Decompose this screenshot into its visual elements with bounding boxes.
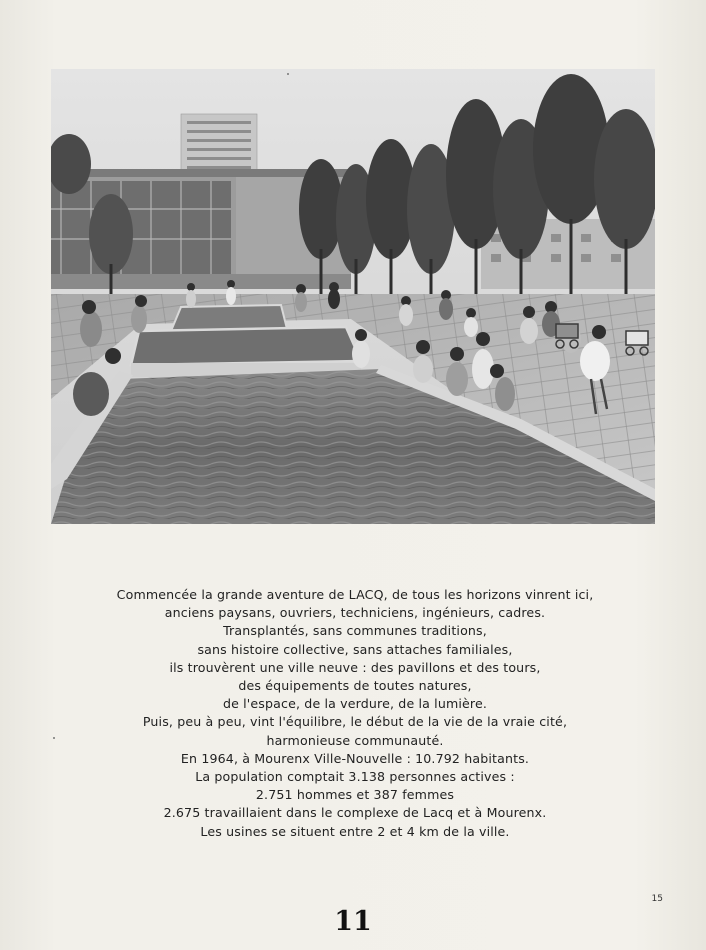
- paper-speck: [53, 737, 55, 739]
- caption-line: Transplantés, sans communes traditions,: [223, 623, 487, 639]
- caption-line: 2.675 travaillaient dans le complexe de Lacq et à Mourenx.: [163, 805, 547, 821]
- upper-pool: [171, 305, 287, 331]
- page-number: 11: [334, 906, 372, 937]
- caption-line: sans histoire collective, sans attaches familiales,: [197, 641, 513, 657]
- caption-line: 2.751 hommes et 387 femmes: [255, 787, 455, 803]
- caption-line: La population comptait 3.138 personnes actives :: [195, 769, 515, 785]
- paper-speck: [287, 73, 289, 75]
- folio-number: 15: [651, 894, 663, 904]
- caption-line: des équipements de toutes natures,: [238, 678, 472, 694]
- middle-pool: [131, 327, 361, 365]
- caption-text: [60, 586, 650, 841]
- photo-illustration: [51, 69, 655, 524]
- tower-block: [181, 114, 257, 174]
- caption-line: Puis, peu à peu, vint l'équilibre, le début de la vie de la vraie cité,: [142, 714, 568, 730]
- caption-line: harmonieuse communauté.: [266, 732, 444, 748]
- caption-line: ils trouvèrent une ville neuve : des pavillons et des tours,: [169, 659, 541, 675]
- caption-line: Les usines se situent entre 2 et 4 km de la ville.: [200, 823, 510, 839]
- town-square-photograph: [51, 69, 655, 524]
- caption-line: de l'espace, de la verdure, de la lumière.: [222, 696, 488, 712]
- caption-line: Commencée la grande aventure de LACQ, de tous les horizons vinrent ici,: [116, 587, 594, 602]
- caption-line: anciens paysans, ouvriers, techniciens, ingénieurs, cadres.: [164, 605, 546, 621]
- caption-line: En 1964, à Mourenx Ville-Nouvelle : 10.792 habitants.: [180, 750, 530, 766]
